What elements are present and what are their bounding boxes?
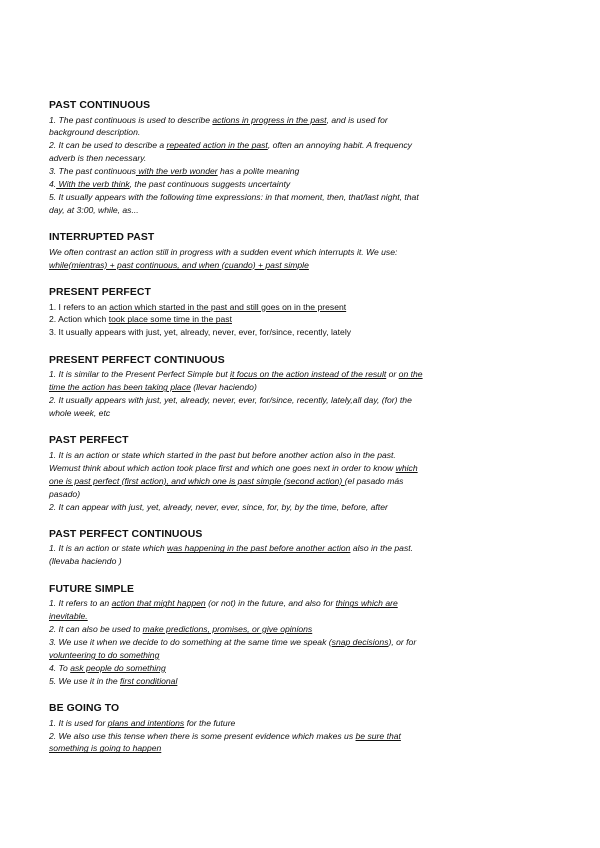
text-run: 1. It is similar to the Present Perfect Simple but <box>49 369 231 380</box>
section-heading: PAST CONTINUOUS <box>49 100 151 111</box>
text-line <box>49 610 560 623</box>
text-line <box>49 449 560 462</box>
text-run: 2. It can also be used to <box>49 624 143 635</box>
text-run: 1. It refers to an <box>49 598 112 609</box>
text-run: also in the past. <box>350 543 414 554</box>
text-run: adverb is then necessary. <box>49 153 147 164</box>
text-line <box>49 462 560 475</box>
text-line <box>49 259 560 272</box>
underlined-text: inevitable. <box>49 611 88 622</box>
underlined-text: something is going to happen <box>49 743 162 754</box>
text-run: , and is used for <box>326 114 388 125</box>
underlined-text: action which started in the past and still goes on in the present <box>109 301 347 312</box>
text-line <box>49 394 560 407</box>
text-line <box>49 301 560 314</box>
underlined-text: on the <box>398 369 423 380</box>
text-run: for the future <box>184 717 236 728</box>
section-heading: BE GOING TO <box>49 703 120 715</box>
underlined-text: time the action has been taking place <box>49 382 191 393</box>
text-line <box>49 381 560 394</box>
text-line <box>49 178 560 191</box>
text-run: 4. <box>49 179 57 190</box>
text-run: 5. We use it in the <box>49 675 121 686</box>
underlined-text: was happening in the past before another action <box>166 543 351 554</box>
text-run: 2. It can appear with just, yet, already, never, ever, since, for, by, by the time, before, after <box>49 501 388 512</box>
section <box>49 231 560 271</box>
text-line <box>49 126 560 139</box>
underlined-text: repeated action in the past <box>166 140 268 151</box>
text-run: or <box>386 369 399 380</box>
underlined-text: action that might happen <box>111 598 206 609</box>
text-line <box>49 152 560 165</box>
text-run: pasado) <box>49 488 81 499</box>
text-run: whole week, etc <box>49 408 111 418</box>
text-run: (el pasado más <box>344 475 404 486</box>
underlined-text: ask people do something <box>70 662 166 673</box>
underlined-text: it focus on the action instead of the result <box>230 369 387 380</box>
text-line <box>49 204 560 217</box>
section <box>49 702 560 755</box>
text-line <box>49 368 560 381</box>
text-line <box>49 662 560 675</box>
section <box>49 99 560 217</box>
text-run: 1. The past continuous is used to describe <box>49 114 213 125</box>
underlined-text: took place some time in the past <box>108 314 232 325</box>
section <box>49 286 560 339</box>
section <box>49 354 560 420</box>
text-line <box>49 114 560 127</box>
section-heading: PAST PERFECT <box>49 435 129 447</box>
underlined-text: snap decisions <box>331 636 389 647</box>
text-line <box>49 636 560 649</box>
text-line <box>49 649 560 662</box>
section-heading: PAST PERFECT CONTINUOUS <box>49 528 203 540</box>
text-run: Wemust think about which action took place first and which one goes next in order to know <box>49 462 396 473</box>
underlined-text: volunteering to do something <box>49 649 160 660</box>
text-line <box>49 488 560 501</box>
text-line <box>49 475 560 488</box>
underlined-text: With the verb think <box>56 179 130 190</box>
text-run: , often an annoying habit. A frequency <box>267 140 412 151</box>
text-run: , the past continuous suggests uncertainty <box>129 179 291 190</box>
underlined-text: one is past perfect (first action), and which one is past simple (second action) <box>49 475 345 486</box>
text-line <box>49 623 560 636</box>
underlined-text: things which are <box>335 598 398 609</box>
text-line <box>49 191 560 204</box>
text-line <box>49 139 560 152</box>
text-run: day, at 3:00, while, as... <box>49 204 139 215</box>
underlined-text: with the verb wonder <box>135 166 218 177</box>
text-line <box>49 501 560 514</box>
text-line <box>49 675 560 688</box>
underlined-text: be sure that <box>355 730 401 741</box>
section-heading: PRESENT PERFECT CONTINUOUS <box>49 354 225 366</box>
section <box>49 583 560 688</box>
text-run: 5. It usually appears with the following time expressions: in that moment, then, that/last night, that <box>49 191 419 202</box>
section-heading: INTERRUPTED PAST <box>49 232 155 244</box>
text-run: 3. It usually appears with just, yet, already, never, ever, for/since, recently, lately <box>49 327 352 338</box>
text-run: (or not) in the future, and also for <box>205 598 336 609</box>
text-line <box>49 742 560 755</box>
underlined-text: first conditional <box>120 675 178 686</box>
text-line <box>49 313 560 326</box>
text-run: 3. The past continuous <box>49 166 136 177</box>
text-run: We often contrast an action still in progress with a sudden event which interrupts it. We use: <box>49 246 398 257</box>
text-run: 2. It can be used to describe a <box>49 140 167 151</box>
text-run: ), or for <box>388 636 417 647</box>
text-line <box>49 326 560 339</box>
text-run: 3. We use it when we decide to do something at the same time we speak ( <box>49 636 332 647</box>
text-run: (llevaba haciendo ) <box>49 556 122 567</box>
text-line <box>49 555 560 568</box>
text-line <box>49 407 560 420</box>
section <box>49 528 560 568</box>
text-run: 2. We also use this tense when there is some present evidence which makes us <box>49 730 356 741</box>
text-line <box>49 717 560 730</box>
text-run: 1. It is an action or state which <box>49 543 167 554</box>
text-run: 4. To <box>49 662 71 673</box>
text-run: 2. Action which <box>49 314 109 325</box>
text-line <box>49 597 560 610</box>
underlined-text: make predictions, promises, or give opinions <box>142 624 313 635</box>
underlined-text: while(mientras) + past continuous, and when (cuando) + past simple <box>49 259 309 270</box>
section-heading: PRESENT PERFECT <box>49 287 151 299</box>
text-run: 2. It usually appears with just, yet, already, never, ever, for/since, recently, lately,all day, (for) the <box>49 395 412 406</box>
text-line <box>49 730 560 743</box>
text-line <box>49 542 560 555</box>
text-run: has a polite meaning <box>217 166 300 177</box>
section-heading: FUTURE SIMPLE <box>49 583 135 595</box>
text-run: 1. It is used for <box>49 717 108 728</box>
text-run: 1. It is an action or state which started in the past but before another action also in the past. <box>49 449 396 460</box>
text-run: (llevar haciendo) <box>190 382 257 393</box>
underlined-text: which <box>395 462 418 473</box>
text-line <box>49 165 560 178</box>
text-run: background description. <box>49 127 141 138</box>
underlined-text: plans and intentions <box>107 717 185 728</box>
text-line <box>49 246 560 259</box>
text-run: 1. I refers to an <box>49 301 110 312</box>
underlined-text: actions in progress in the past <box>212 114 327 125</box>
section <box>49 434 560 513</box>
